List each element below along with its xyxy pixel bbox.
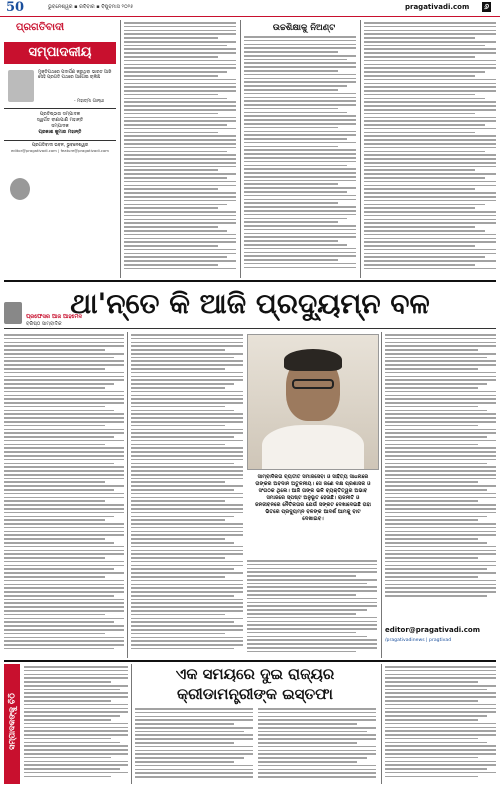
photo-hair [284,349,342,371]
pull-quote: ସାମ୍ବାଦିକତା ବ୍ୟତୀତ ସମାଜସେବା ଓ ସାହିତ୍ୟ ସାଧନାରେ ତାଙ୍କର ଅବଦାନ ଅତୁଳନୀୟ। ସେ ଜଣେ ଦକ୍ଷ ପ୍ରଶାସକ ଓ ସଂଗଠକ ଥିଲେ। ଆଜି ତାଙ୍କ ଭଳି ବ୍ୟକ୍ତିତ୍ୱର ଅଭାବ ସମାଜରେ ସ୍ପଷ୍ଟ ଅନୁଭୂତ ହେଉଛି। ରାଜନୀତି ଓ ଜନଜୀବନରେ ନୈତିକତାର ଯେଉଁ ସଙ୍କଟ ଦେଖାଦେଇଛି ତାହା ଭିତରେ ପ୍ରଦ୍ୟୁମ୍ନ ବଳଙ୍କ ଆଦର୍ଶ ଆମକୁ ବାଟ ଦେଖାଇବ। [255,474,371,522]
header-strip [0,0,500,17]
editorial-quote: ମୁକ୍ତିପଥରେ ପଦାର୍ପଣ କରୁଥିବା ଭାରତ ଆଜି ସେହି ପ୍ରଗତି ପଥରେ ଆଗେଇ ଚାଲିଛି [38,70,112,81]
founder-name: ସ୍ୱର୍ଗତ ବୀଣାପାଣି ମହାନ୍ତି [36,118,84,123]
editorial-text-col2 [244,36,356,278]
contact-email[interactable]: editor@pragativadi.com [385,626,481,634]
letters-col4 [385,666,496,784]
anniversary-logo: 50 [6,0,25,15]
contact-social[interactable]: /pragativadinews | pragtivad [385,638,452,643]
editor-name: ପ୍ରକାଶ କୁମାର ମହାନ୍ତି [38,130,82,135]
letters-vertical-tag [4,664,20,784]
author-photo [10,178,30,200]
photo-glasses [292,379,334,389]
masthead-column [4,18,116,280]
date-line: ଭୁବନେଶ୍ୱର ▪ ରବିବାର ▪ ବିଷୁବମାସ ୨୦୨୫ [48,4,134,10]
letters-tag-text: ସମ୍ପାଦକଙ୍କୁ ଚିଠି [6,693,17,750]
editor-label: ସମ୍ପାଦକ [51,124,69,129]
contact-box [385,608,496,656]
letters-headline-line2: କ୍ରୀଡାମନ୍ତ୍ରୀଙ୍କ ଇସ୍ତଫା [177,685,333,703]
site-name: pragativadi.com [405,3,470,11]
author-designation: ବରିଷ୍ଠ ସାମ୍ବାଦିକ [26,321,62,327]
letters-headline [135,664,375,704]
page-number: ୬ [484,2,490,11]
article-col1 [4,334,124,658]
author-thumb [4,302,22,324]
letters-col3 [258,708,376,784]
editorial-text-col1 [124,22,236,278]
article-col3 [385,334,496,604]
letters-headline-line1: ଏକ ସମୟରେ ଦୁଇ ରାଜ୍ୟର [175,665,335,683]
editorial-header: ଉଚ୍ଚଶିକ୍ଷାକୁ ନିଅଣ୍ଟ [272,23,336,33]
pradyumna-bal-photo [247,334,379,470]
editorial-text-col3 [364,22,496,278]
masthead-address: ପ୍ରଗତିବାଦୀ ଭବନ, ଭୁବନେଶ୍ୱର [31,143,89,148]
article-col-mid-lower [247,560,377,658]
founder-label: ପ୍ରତିଷ୍ଠାତା ସମ୍ପାଦକ [39,112,81,117]
letters-col1 [24,666,128,784]
section-title: ସମ୍ପାଦକୀୟ [4,42,116,64]
masthead-email: editor@pragativadi.com | feature@pragativadi.com [10,148,110,153]
article-col2 [131,334,243,658]
quote-author: - ମହାତ୍ମା ଗାନ୍ଧୀ [74,99,104,104]
main-headline: ଥା'ନ୍ତେ କି ଆଜି ପ୍ରଦ୍ୟୁମ୍ନ ବଳ [70,287,430,320]
masthead-logo: ପ୍ରଗତିବାଦୀ [16,22,65,33]
author-name: ପ୍ରଫେସର ଆଜ ଆହମେଦ [26,314,83,320]
founder-block [4,112,116,136]
photo-shirt [262,425,364,470]
letters-col2 [135,708,253,784]
gandhi-portrait [8,70,34,102]
